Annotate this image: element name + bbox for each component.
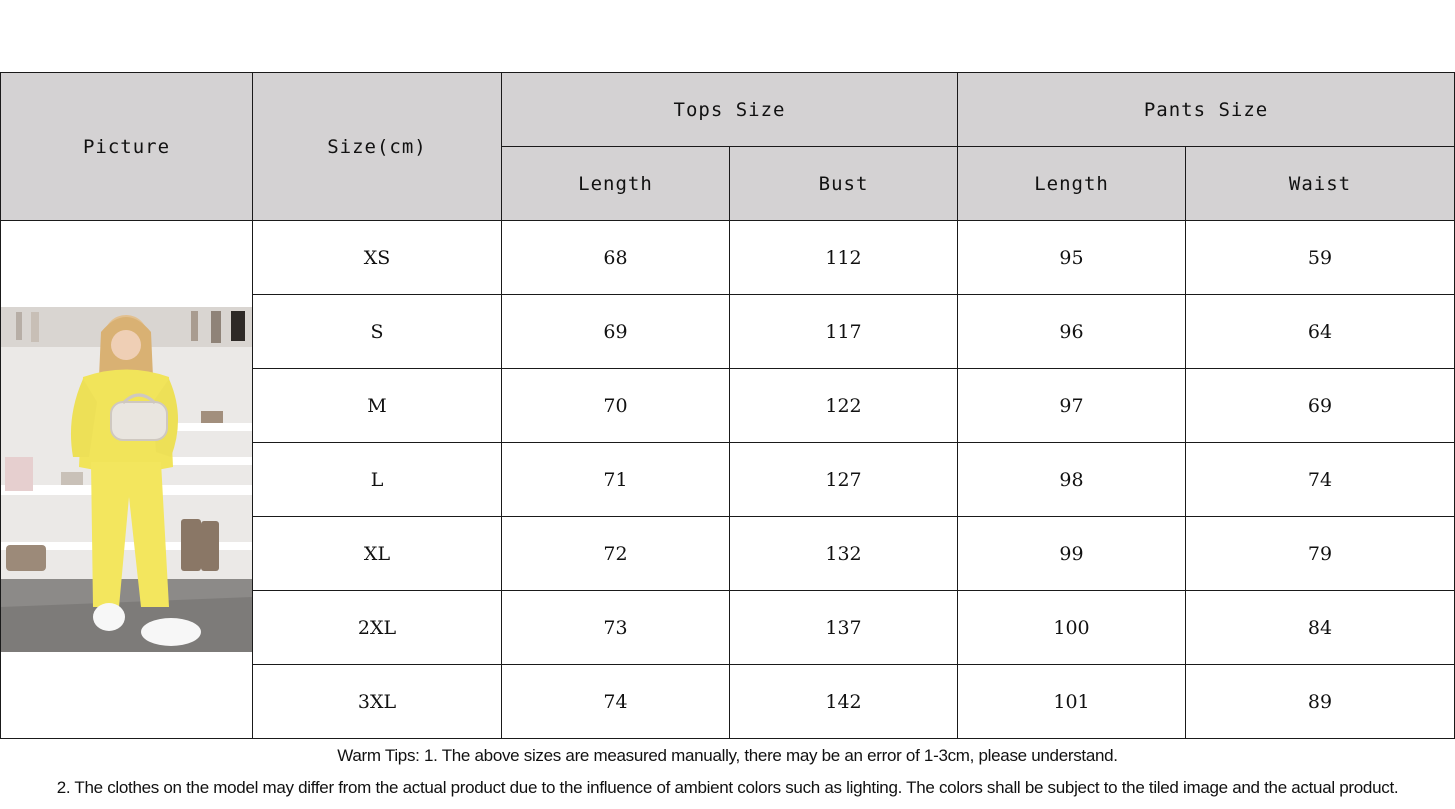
pants-length-header: Length	[958, 147, 1186, 221]
warm-tips-line-1: Warm Tips: 1. The above sizes are measured manually, there may be an error of 1-3cm, please understand.	[337, 746, 1118, 765]
pants-size-header: Pants Size	[958, 73, 1455, 147]
tops-length-cell: 71	[502, 443, 730, 517]
size-cell: M	[253, 369, 502, 443]
tops-length-cell: 70	[502, 369, 730, 443]
bust-cell: 137	[730, 591, 958, 665]
waist-cell: 74	[1186, 443, 1455, 517]
pants-waist-header: Waist	[1186, 147, 1455, 221]
pants-length-cell: 97	[958, 369, 1186, 443]
tops-length-cell: 68	[502, 221, 730, 295]
waist-cell: 59	[1186, 221, 1455, 295]
tops-bust-header: Bust	[730, 147, 958, 221]
tops-length-cell: 73	[502, 591, 730, 665]
tops-length-cell: 72	[502, 517, 730, 591]
bust-cell: 127	[730, 443, 958, 517]
size-chart-table	[0, 72, 1455, 739]
bust-cell: 112	[730, 221, 958, 295]
pants-length-cell: 99	[958, 517, 1186, 591]
table-row	[1, 221, 1455, 295]
bust-cell: 117	[730, 295, 958, 369]
size-header: Size(cm)	[253, 73, 502, 221]
pants-length-cell: 95	[958, 221, 1186, 295]
model-photo	[1, 307, 252, 652]
tops-length-cell: 69	[502, 295, 730, 369]
tops-size-header: Tops Size	[502, 73, 958, 147]
header-row-groups	[1, 73, 1455, 147]
tops-length-cell: 74	[502, 665, 730, 739]
bust-cell: 132	[730, 517, 958, 591]
waist-cell: 64	[1186, 295, 1455, 369]
pants-length-cell: 100	[958, 591, 1186, 665]
bust-cell: 142	[730, 665, 958, 739]
tops-length-header: Length	[502, 147, 730, 221]
pants-length-cell: 96	[958, 295, 1186, 369]
waist-cell: 84	[1186, 591, 1455, 665]
bust-cell: 122	[730, 369, 958, 443]
size-cell: XL	[253, 517, 502, 591]
picture-header: Picture	[1, 73, 253, 221]
waist-cell: 79	[1186, 517, 1455, 591]
waist-cell: 69	[1186, 369, 1455, 443]
size-cell: XS	[253, 221, 502, 295]
model-in-yellow-outfit-image	[1, 307, 252, 652]
waist-cell: 89	[1186, 665, 1455, 739]
pants-length-cell: 101	[958, 665, 1186, 739]
size-cell: S	[253, 295, 502, 369]
size-cell: 2XL	[253, 591, 502, 665]
size-cell: 3XL	[253, 665, 502, 739]
pants-length-cell: 98	[958, 443, 1186, 517]
picture-cell	[1, 221, 253, 739]
size-cell: L	[253, 443, 502, 517]
warm-tips-line-2: 2. The clothes on the model may differ from the actual product due to the influence of ambient colors such as lighting. The colors shall be subject to the tiled image and the actual product.	[56, 778, 1399, 797]
